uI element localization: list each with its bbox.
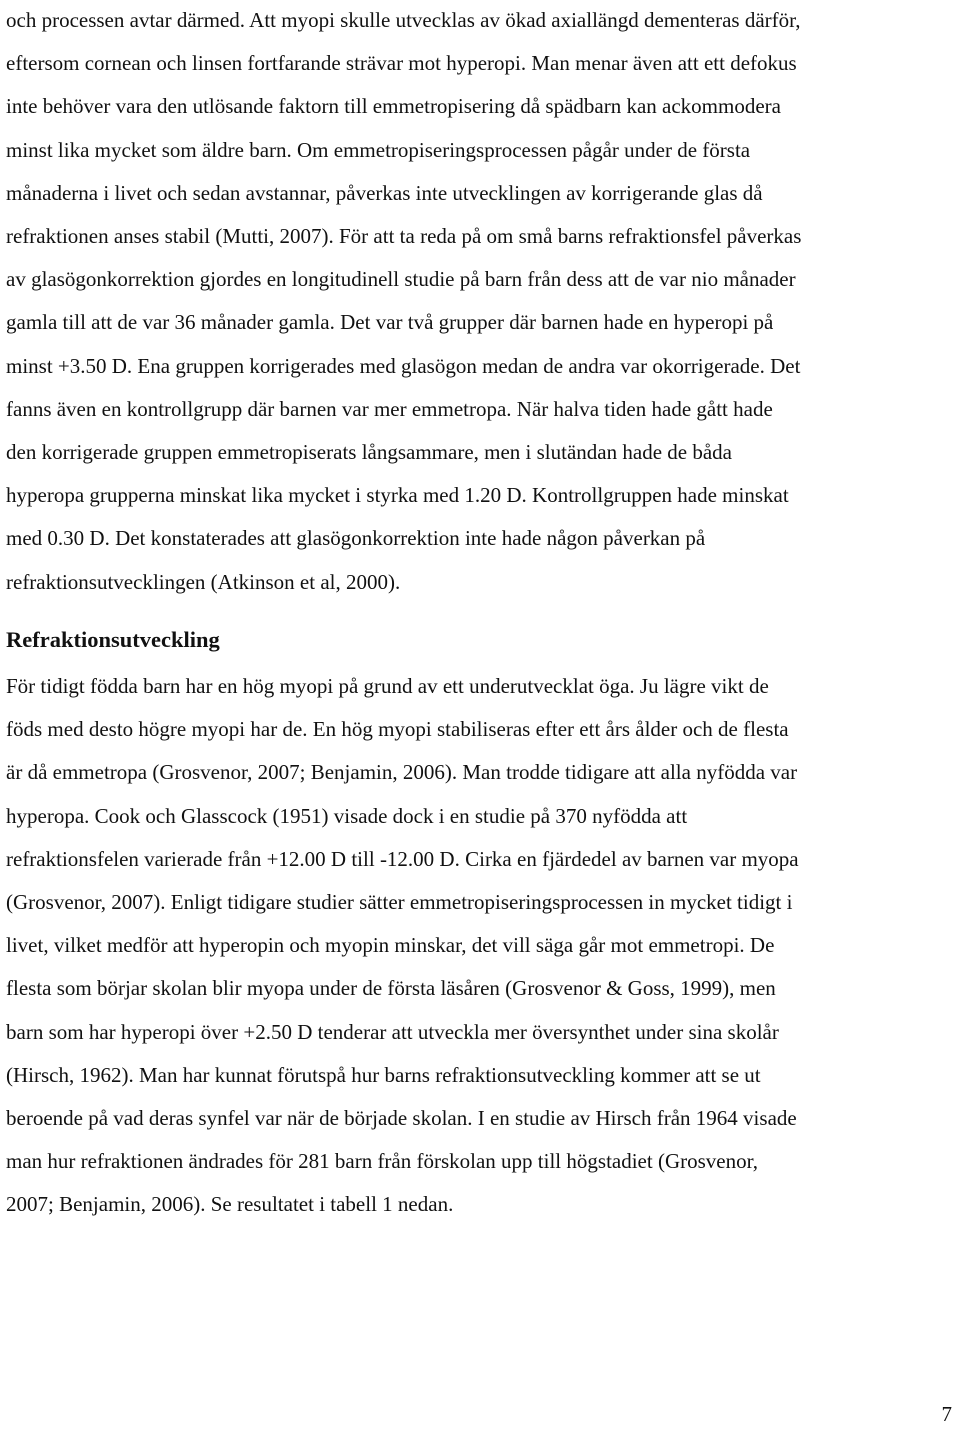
text-line: flesta som börjar skolan blir myopa under de första läsåren (Grosvenor & Goss, 1999), men bbox=[6, 976, 776, 1001]
text-line: man hur refraktionen ändrades för 281 barn från förskolan upp till högstadiet (Grosvenor, bbox=[6, 1149, 759, 1174]
text-line: den korrigerade gruppen emmetropiserats långsammare, men i slutändan hade de båda bbox=[6, 440, 732, 465]
text-line: (Grosvenor, 2007). Enligt tidigare studier sätter emmetropiseringsprocessen in mycket tidigt i bbox=[6, 890, 793, 915]
body-paragraph-1 bbox=[6, 0, 801, 604]
text-line: föds med desto högre myopi har de. En hög myopi stabiliseras efter ett års ålder och de flesta bbox=[6, 717, 789, 742]
text-line: hyperopa grupperna minskat lika mycket i styrka med 1.20 D. Kontrollgruppen hade minskat bbox=[6, 483, 789, 508]
text-line: minst +3.50 D. Ena gruppen korrigerades med glasögon medan de andra var okorrigerade. Det bbox=[6, 353, 801, 378]
text-line: minst lika mycket som äldre barn. Om emmetropiseringsprocessen pågår under de första bbox=[6, 137, 751, 162]
text-line: och processen avtar därmed. Att myopi skulle utvecklas av ökad axiallängd dementeras därför, bbox=[6, 8, 801, 32]
page-number: 7 bbox=[941, 1402, 952, 1426]
body-paragraph-2 bbox=[6, 665, 799, 1227]
text-line: livet, vilket medför att hyperopin och myopin minskar, det vill säga går mot emmetropi. De bbox=[6, 933, 775, 958]
text-line: med 0.30 D. Det konstaterades att glasögonkorrektion inte hade någon påverkan på bbox=[6, 526, 706, 551]
text-line: månaderna i livet och sedan avstannar, påverkas inte utvecklingen av korrigerande glas då bbox=[6, 180, 763, 205]
text-line: beroende på vad deras synfel var när de började skolan. I en studie av Hirsch från 1964 visade bbox=[6, 1106, 797, 1131]
text-line: gamla till att de var 36 månader gamla. Det var två grupper där barnen hade en hyperopi på bbox=[6, 310, 774, 335]
text-line: av glasögonkorrektion gjordes en longitudinell studie på barn från dess att de var nio månader bbox=[6, 267, 796, 292]
text-line: barn som har hyperopi över +2.50 D tenderar att utveckla mer översynthet under sina skolår bbox=[6, 1019, 779, 1044]
text-line: För tidigt födda barn har en hög myopi på grund av ett underutvecklat öga. Ju lägre vikt de bbox=[6, 674, 769, 698]
text-line: hyperopa. Cook och Glasscock (1951) visade dock i en studie på 370 nyfödda att bbox=[6, 803, 688, 828]
text-line: fanns även en kontrollgrupp där barnen var mer emmetropa. När halva tiden hade gått hade bbox=[6, 396, 773, 421]
text-line: refraktionen anses stabil (Mutti, 2007). För att ta reda på om små barns refraktionsfel påverkas bbox=[6, 224, 802, 249]
text-line: refraktionsutvecklingen (Atkinson et al, 2000). bbox=[6, 569, 401, 594]
text-line: (Hirsch, 1962). Man har kunnat förutspå hur barns refraktionsutveckling kommer att se ut bbox=[6, 1062, 761, 1087]
text-line: refraktionsfelen varierade från +12.00 D till -12.00 D. Cirka en fjärdedel av barnen var myopa bbox=[6, 846, 799, 871]
text-line: 2007; Benjamin, 2006). Se resultatet i tabell 1 nedan. bbox=[6, 1192, 454, 1217]
text-line: eftersom cornean och linsen fortfarande strävar mot hyperopi. Man menar även att ett defokus bbox=[6, 51, 797, 76]
text-line: är då emmetropa (Grosvenor, 2007; Benjamin, 2006). Man trodde tidigare att alla nyfödda var bbox=[6, 760, 798, 785]
text-line: inte behöver vara den utlösande faktorn till emmetropisering då spädbarn kan ackommodera bbox=[6, 94, 781, 119]
section-heading: Refraktionsutveckling bbox=[6, 627, 220, 652]
